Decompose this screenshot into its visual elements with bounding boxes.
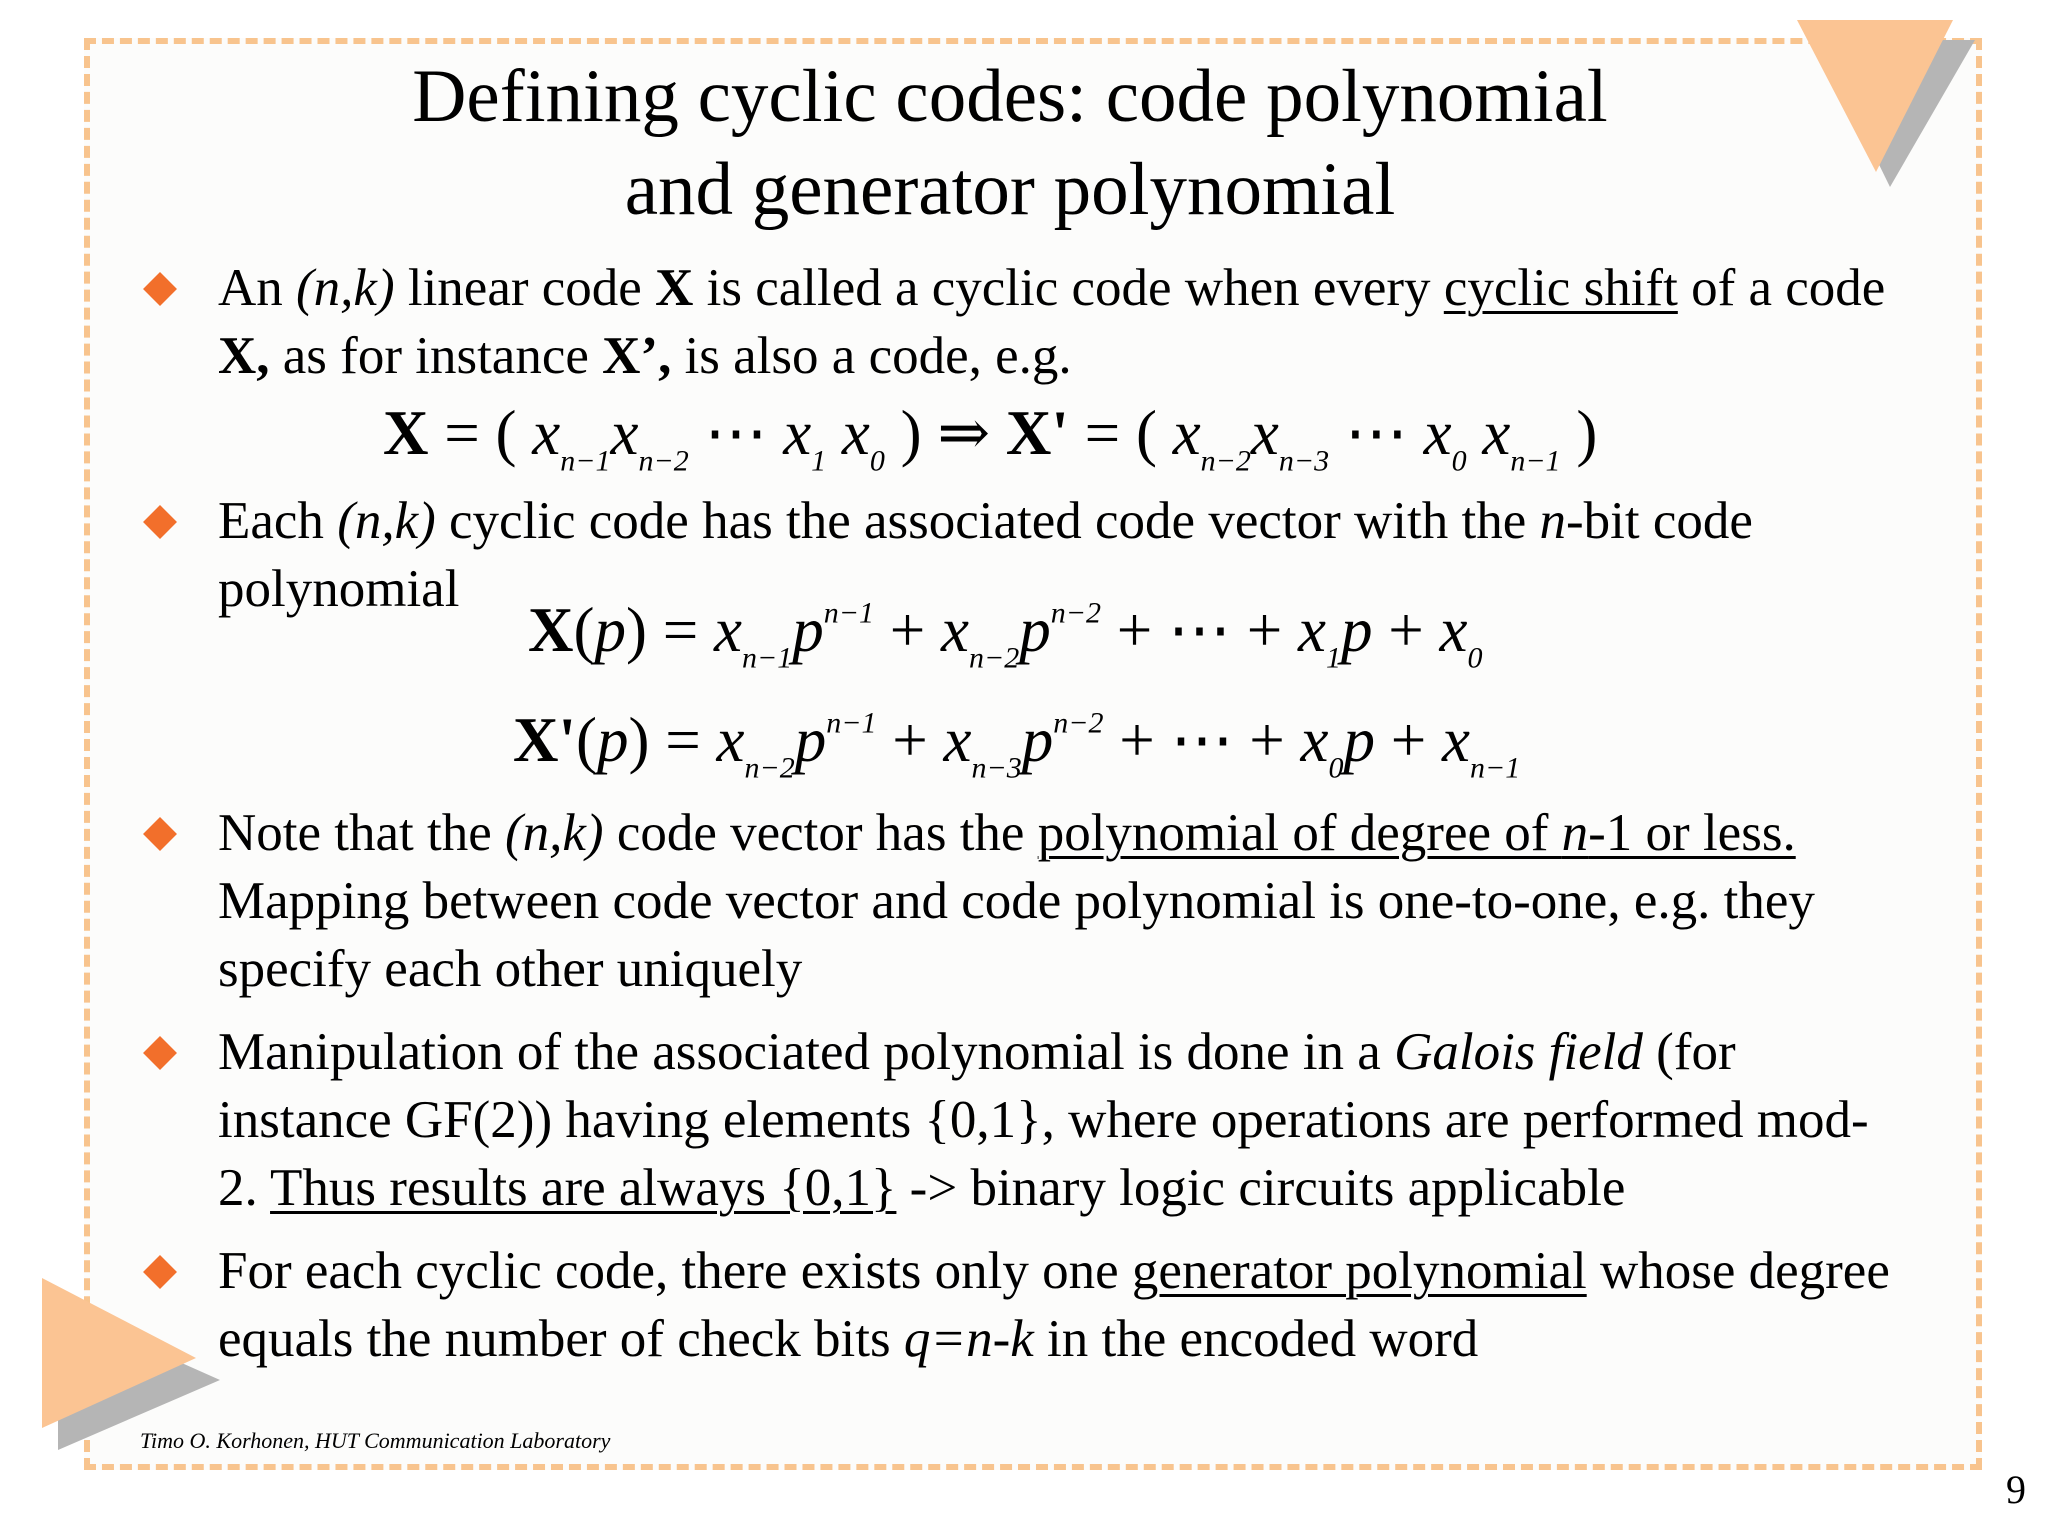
bullet-1-text: An (n,k) linear code X is called a cyclic code when every cyclic shift of a code X, as for instance X’, is also a code, e.g. xyxy=(218,259,1886,385)
bullet-3-text: Note that the (n,k) code vector has the polynomial of degree of n-1 or less. Mapping between code vector and code polynomial is one-to-one, e.g. they specify each other uniquely xyxy=(218,804,1815,998)
slide-title-line-1: Defining cyclic codes: code polynomial xyxy=(412,55,1608,138)
cyclic-shift-equation: X = ( $x_{n-1}x_{n-2}$ ⋯ $x_1$ $x_0$ ) ⇒ X' = ( $x_{n-2}x_{n-3}$ ⋯ $x_0$ $x_{n-1}$ ) xyxy=(383,398,1598,478)
code-polynomial-equation: $X(p) = x_{n-1}p^{n-1} + x_{n-2}p^{n-2}$ + ⋯ + $x_1p + x_0$ xyxy=(528,595,1483,675)
footer-credit: Timo O. Korhonen, HUT Communication Laboratory xyxy=(140,1428,611,1453)
bullet-4-text: Manipulation of the associated polynomial is done in a Galois field (for instance GF(2)) having elements {0,1}, where operations are performed mod-2. Thus results are always {0,1} -> binary logic circuits applicable xyxy=(218,1023,1869,1217)
page-number: 9 xyxy=(2006,1467,2026,1512)
slide-title-line-2: and generator polynomial xyxy=(624,148,1396,231)
bullet-2-text: Each (n,k) cyclic code has the associated code vector with the n-bit code polynomial xyxy=(218,492,1753,618)
bullet-5-text: For each cyclic code, there exists only one generator polynomial whose degree equals the number of check bits q=n-k in the encoded word xyxy=(218,1242,1890,1368)
shifted-code-polynomial-equation: $X'(p) = x_{n-2}p^{n-1} + x_{n-3}p^{n-2}$ + ⋯ + $x_0p + x_{n-1}$ xyxy=(513,705,1521,785)
